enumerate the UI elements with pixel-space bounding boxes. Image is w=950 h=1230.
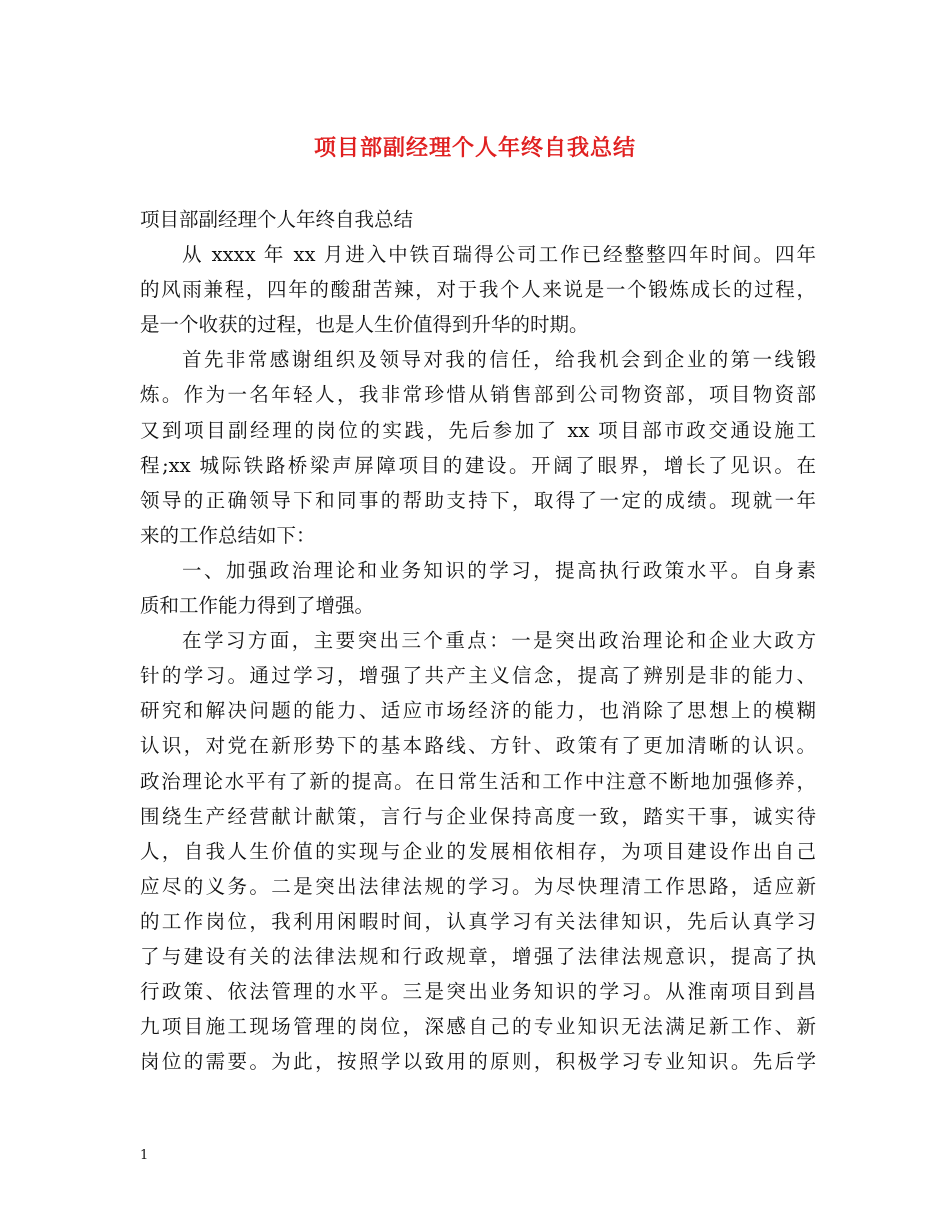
page-number: 1 xyxy=(140,1148,149,1163)
paragraph-line: 行政策、依法管理的水平。三是突出业务知识的学习。从淮南项目到昌 xyxy=(140,980,816,1004)
paragraph-line: 领导的正确领导下和同事的帮助支持下，取得了一定的成绩。现就一年 xyxy=(140,488,816,512)
paragraph-line: 又到项目副经理的岗位的实践，先后参加了 xx 项目部市政交通设施工 xyxy=(140,418,816,442)
paragraph-line: 了与建设有关的法律法规和行政规章，增强了法律法规意识，提高了执 xyxy=(140,944,816,968)
paragraph-line: 应尽的义务。二是突出法律法规的学习。为尽快理清工作思路，适应新 xyxy=(140,874,816,898)
paragraph-line: 岗位的需要。为此，按照学以致用的原则，积极学习专业知识。先后学 xyxy=(140,1050,816,1074)
paragraph-line: 从 xxxx 年 xx 月进入中铁百瑞得公司工作已经整整四年时间。四年 xyxy=(182,243,816,267)
section-heading-line: 一、加强政治理论和业务知识的学习，提高执行政策水平。自身素 xyxy=(182,558,816,582)
paragraph-line: 炼。作为一名年轻人，我非常珍惜从销售部到公司物资部，项目物资部 xyxy=(140,383,816,407)
section-heading-line: 质和工作能力得到了增强。 xyxy=(140,594,375,618)
subtitle-line: 项目部副经理个人年终自我总结 xyxy=(140,208,414,231)
paragraph-line: 认识，对党在新形势下的基本路线、方针、政策有了更加清晰的认识。 xyxy=(140,734,816,758)
paragraph-line: 人，自我人生价值的实现与企业的发展相依相存，为项目建设作出自己 xyxy=(140,839,816,863)
paragraph-line: 研究和解决问题的能力、适应市场经济的能力，也消除了思想上的模糊 xyxy=(140,699,816,723)
paragraph-line: 是一个收获的过程，也是人生价值得到升华的时期。 xyxy=(140,313,589,337)
paragraph-line: 针的学习。通过学习，增强了共产主义信念，提高了辨别是非的能力、 xyxy=(140,664,816,688)
paragraph-line: 首先非常感谢组织及领导对我的信任，给我机会到企业的第一线锻 xyxy=(182,348,816,372)
paragraph-line: 来的工作总结如下： xyxy=(140,523,316,547)
paragraph-line: 政治理论水平有了新的提高。在日常生活和工作中注意不断地加强修养， xyxy=(140,769,816,793)
document-body xyxy=(140,202,816,1079)
paragraph-line: 的风雨兼程，四年的酸甜苦辣，对于我个人来说是一个锻炼成长的过程， xyxy=(140,278,816,302)
paragraph-line: 围绕生产经营献计献策，言行与企业保持高度一致，踏实干事，诚实待 xyxy=(140,804,816,828)
paragraph-line: 的工作岗位，我利用闲暇时间，认真学习有关法律知识，先后认真学习 xyxy=(140,909,816,933)
paragraph-line: 程;xx 城际铁路桥梁声屏障项目的建设。开阔了眼界，增长了见识。在 xyxy=(140,453,816,477)
paragraph-line: 九项目施工现场管理的岗位，深感自己的专业知识无法满足新工作、新 xyxy=(140,1015,816,1039)
paragraph-line: 在学习方面，主要突出三个重点：一是突出政治理论和企业大政方 xyxy=(182,629,816,653)
document-title: 项目部副经理个人年终自我总结 xyxy=(313,135,636,161)
